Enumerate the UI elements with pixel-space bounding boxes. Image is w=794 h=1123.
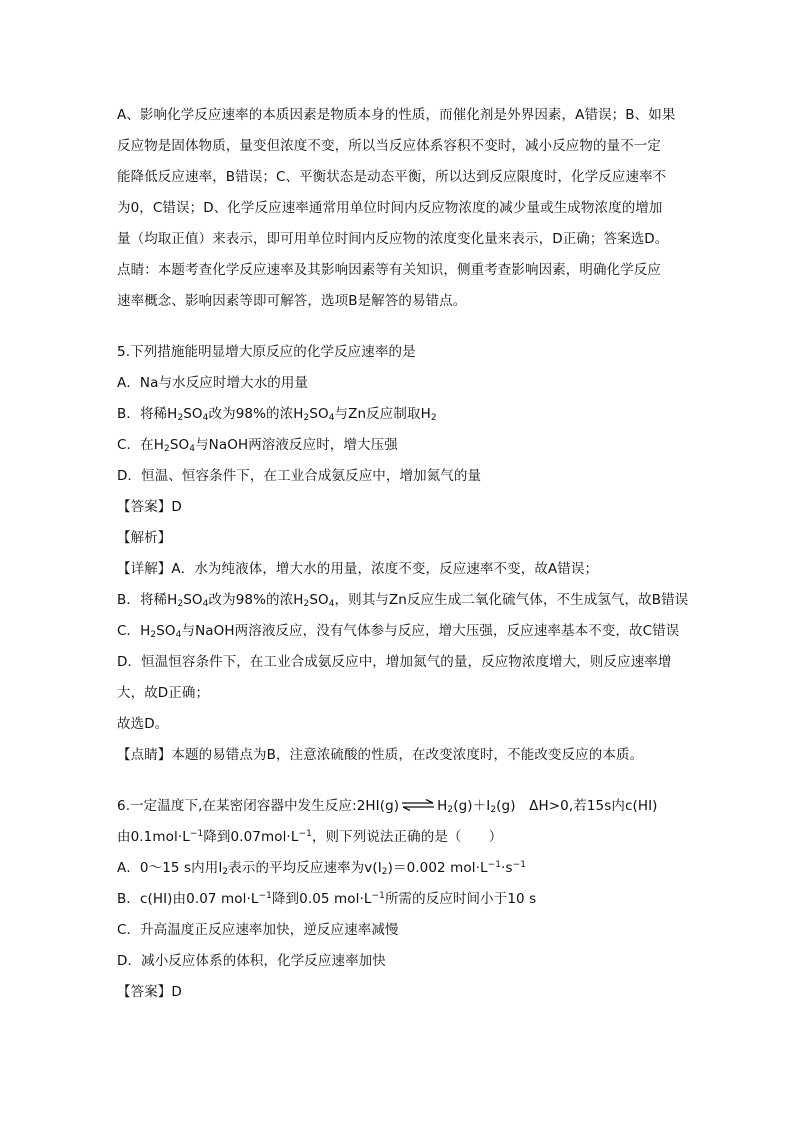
detail-b: B．将稀$H_2SO_4$改为98%的浓$H_2SO_4$，则其与Zn反应生成二氧化硫气体，不生成氢气，故B错误 bbox=[117, 592, 689, 609]
explanation-line: 反应物是固体物质，量变但浓度不变，所以当反应体系容积不变时，减小反应物的量不一定 bbox=[117, 138, 661, 154]
option-b: B．将稀$H_2SO_4$改为98%的浓$H_2SO_4$与Zn反应制取$H_2$ bbox=[117, 406, 437, 423]
previous-explanation bbox=[117, 100, 717, 317]
question-stem-cont: 由$0.1mol\cdot L^{-1}$降到$0.07mol\cdot L^{-1}$，则下列说法正确的是（ ） bbox=[117, 829, 503, 845]
question-5 bbox=[117, 337, 717, 771]
detail-d-cont: 大，故D正确； bbox=[117, 685, 210, 701]
question-6 bbox=[117, 791, 717, 1008]
question-stem: 6.一定温度下,在某密闭容器中发生反应:2HI(g) $H_2(g)+I_2(g)$ ΔH>0,若15s内c(HI) bbox=[117, 798, 658, 815]
analysis-label: 【解析】 bbox=[117, 530, 172, 546]
dianjing: 【点睛】本题的易错点为B，注意浓硫酸的性质，在改变浓度时，不能改变反应的本质。 bbox=[117, 747, 644, 763]
option-b: B．c(HI)由0.07 $mol\cdot L^{-1}$降到0.05 $mol\cdot L^{-1}$所需的反应时间小于10 s bbox=[117, 891, 537, 907]
option-a: A．Na与水反应时增大水的用量 bbox=[117, 375, 309, 391]
explanation-line: 能降低反应速率，B错误；C、平衡状态是动态平衡，所以达到反应限度时，化学反应速率不 bbox=[117, 169, 667, 185]
option-a: A．0～15 s内用$I_2$表示的平均反应速率为$v(I_2)=0.002$ $mol\cdot L^{-1}\cdot s^{-1}$ bbox=[117, 860, 527, 877]
explanation-line: 为0，C错误；D、化学反应速率通常用单位时间内反应物浓度的减少量或生成物浓度的增加 bbox=[117, 200, 663, 216]
question-stem: 5.下列措施能明显增大原反应的化学反应速率的是 bbox=[117, 344, 416, 360]
explanation-line: 量（均取正值）来表示，即可用单位时间内反应物的浓度变化量来表示，D正确；答案选D。 bbox=[117, 231, 669, 247]
dianjing-line: 点睛：本题考查化学反应速率及其影响因素等有关知识，侧重考查影响因素，明确化学反应 bbox=[117, 262, 661, 278]
option-c: C．在$H_2SO_4$与NaOH两溶液反应时，增大压强 bbox=[117, 437, 398, 454]
detail-a: 【详解】A．水为纯液体，增大水的用量，浓度不变，反应速率不变，故A错误； bbox=[117, 561, 599, 577]
equilibrium-arrow-icon bbox=[401, 799, 435, 811]
document-page bbox=[117, 100, 717, 1008]
option-d: D．减小反应体系的体积，化学反应速率加快 bbox=[117, 953, 386, 969]
option-c: C．升高温度正反应速率加快，逆反应速率减慢 bbox=[117, 922, 399, 938]
explanation-line: A、影响化学反应速率的本质因素是物质本身的性质，而催化剂是外界因素，A错误；B、如果 bbox=[117, 107, 676, 123]
option-d: D．恒温、恒容条件下，在工业合成氨反应中，增加氮气的量 bbox=[117, 468, 482, 484]
conclusion: 故选D。 bbox=[117, 716, 169, 732]
detail-c: C．$H_2SO_4$与NaOH两溶液反应，没有气体参与反应，增大压强，反应速率基本不变，故C错误 bbox=[117, 623, 680, 640]
detail-d: D．恒温恒容条件下，在工业合成氨反应中，增加氮气的量，反应物浓度增大，则反应速率增 bbox=[117, 654, 672, 670]
answer: 【答案】D bbox=[117, 499, 182, 515]
answer: 【答案】D bbox=[117, 984, 182, 1000]
dianjing-line: 速率概念、影响因素等即可解答，选项B是解答的易错点。 bbox=[117, 293, 467, 309]
